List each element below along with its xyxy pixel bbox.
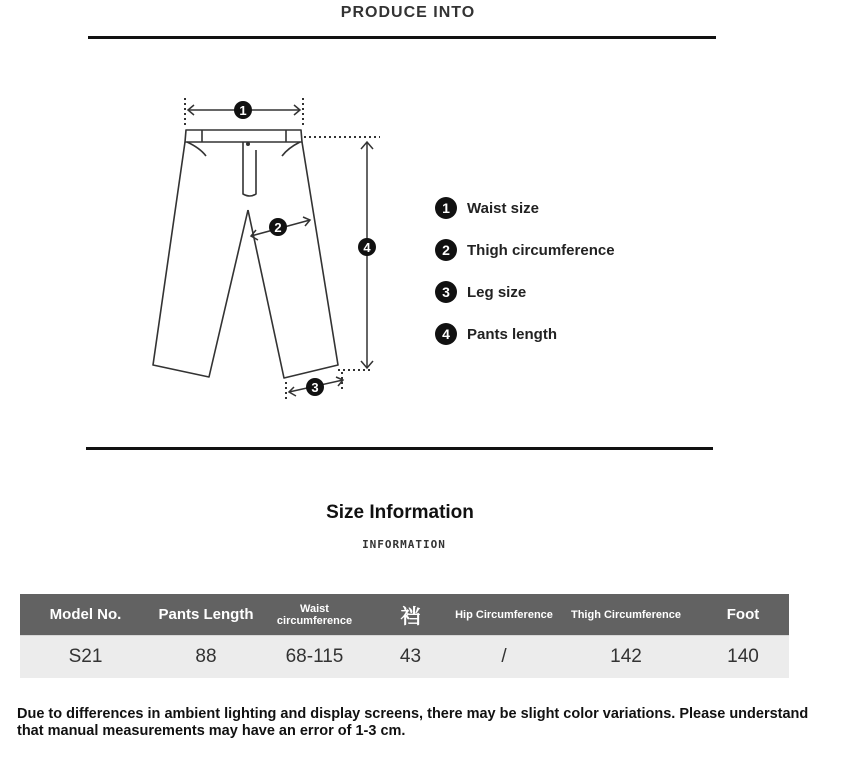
top-divider — [88, 36, 716, 39]
svg-text:4: 4 — [363, 240, 371, 255]
column-header-hip: Hip Circumference — [453, 594, 555, 636]
legend-label: Thigh circumference — [467, 241, 615, 259]
svg-text:1: 1 — [239, 103, 247, 118]
legend-number-icon: 4 — [435, 323, 457, 345]
legend-item-leg — [435, 280, 615, 304]
diagram-marker-2 — [269, 218, 287, 236]
table-header-row — [20, 594, 789, 636]
legend-item-waist — [435, 196, 615, 220]
column-header-foot: Foot — [697, 594, 789, 636]
diagram-marker-3 — [306, 378, 324, 396]
svg-text:2: 2 — [274, 220, 282, 235]
table-cell: 140 — [697, 636, 789, 679]
table-row — [20, 636, 789, 679]
table-cell: 88 — [151, 636, 261, 679]
size-info-title: Size Information — [326, 502, 474, 523]
size-table — [20, 594, 789, 678]
legend-item-pants-length — [435, 322, 615, 346]
legend-number-icon: 2 — [435, 239, 457, 261]
legend-label: Waist size — [467, 199, 539, 217]
table-cell: 68-115 — [261, 636, 368, 679]
legend-item-thigh — [435, 238, 615, 262]
legend-label: Pants length — [467, 325, 558, 343]
table-cell: 142 — [555, 636, 697, 679]
column-header-pants-length: Pants Length — [151, 594, 261, 636]
size-info-subtitle: INFORMATION — [362, 538, 446, 551]
svg-text:3: 3 — [311, 380, 319, 395]
legend-number-icon: 1 — [435, 197, 457, 219]
column-header-waist: Waist circumference — [261, 594, 368, 636]
section-title: PRODUCE INTO — [340, 4, 476, 21]
legend-number-icon: 3 — [435, 281, 457, 303]
disclaimer-note: Due to differences in ambient lighting and display screens, there may be slight color variations. Please understand that manual measurements may have an error of 1-3 cm. — [17, 706, 809, 739]
diagram-marker-1 — [234, 101, 252, 119]
column-header-crotch: 裆 — [368, 594, 453, 636]
table-cell: S21 — [20, 636, 151, 679]
column-header-model: Model No. — [20, 594, 151, 636]
column-header-thigh: Thigh Circumference — [555, 594, 697, 636]
pants-diagram — [140, 90, 390, 410]
table-cell: / — [453, 636, 555, 679]
bottom-divider — [86, 447, 713, 450]
table-cell: 43 — [368, 636, 453, 679]
legend-label: Leg size — [467, 283, 527, 301]
measurement-legend — [435, 196, 615, 346]
diagram-marker-4 — [358, 238, 376, 256]
